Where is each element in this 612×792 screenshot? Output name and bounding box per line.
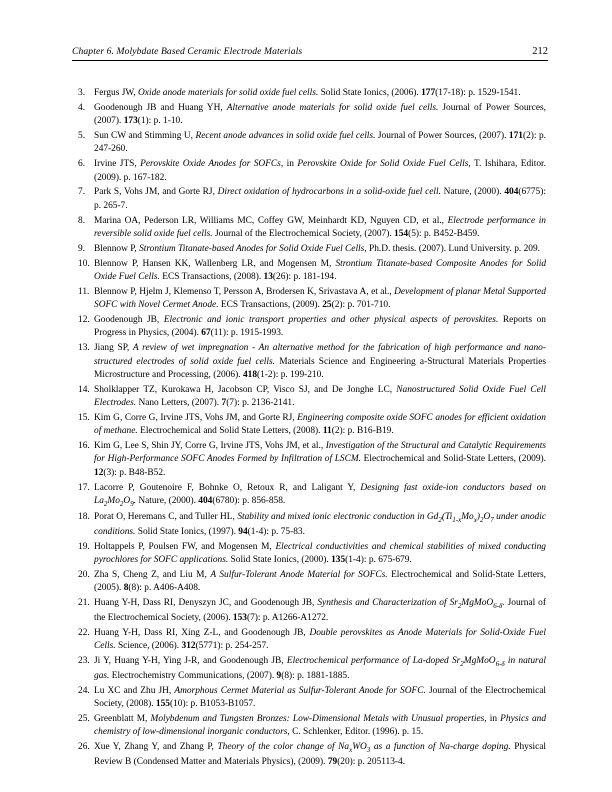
reference-item <box>72 186 548 213</box>
reference-number: 21. <box>78 598 90 609</box>
reference-item <box>72 215 548 242</box>
reference-item <box>72 440 548 480</box>
reference-text: Sholklapper TZ, Kurokawa H, Jacobson CP, Visco SJ, and De Jonghe LC, Nanostructured Solid Oxide Fuel Cell Electrodes. Nano Letters, (2007). 7(7): p. 2136-2141. <box>94 384 546 409</box>
reference-item <box>72 482 548 510</box>
reference-text: Greenblatt M, Molybdenum and Tungsten Bronzes: Low-Dimensional Metals with Unusual properties, in Physics and chemistry of low-dimensional inorganic conductors, C. Schlenker, Editor. (1996). p. 15. <box>94 714 547 738</box>
reference-text: Huang Y-H, Dass RI, Denyszyn JC, and Goodenough JB, Synthesis and Characterization of $Sr_2MgMoO_{6-\delta}$. Journal of the Electrochemical Society, (2006). 153(7): p. A1266-A1272. <box>94 598 546 624</box>
reference-text: Kim G, Lee S, Shin JY, Corre G, Irvine JTS, Vohs JM, et al., Investigation of the Structural and Catalytic Requirements for High-Performance SOFC Anodes Formed by Infiltration of LSCM. Electrochemical and Solid-State Letters, (2009). 12(3): p. B48-B52. <box>94 441 546 478</box>
reference-item <box>72 342 548 382</box>
reference-number: 5. <box>78 131 86 142</box>
reference-number: 23. <box>78 656 90 667</box>
reference-number: 9. <box>78 243 86 254</box>
reference-item <box>72 685 548 712</box>
reference-item <box>72 130 548 157</box>
reference-number: 18. <box>78 512 90 523</box>
reference-number: 12. <box>78 315 90 325</box>
reference-number: 19. <box>78 541 90 552</box>
reference-item <box>72 258 548 285</box>
reference-number: 22. <box>78 627 90 638</box>
reference-text: Ji Y, Huang Y-H, Ying J-R, and Goodenough JB, Electrochemical performance of La-doped $Sr_2MgMoO_{6-\delta}$ in natural gas. Electrochemistry Communications, (2007). 9(8): p. 1881-1885. <box>94 656 546 681</box>
reference-number: 20. <box>78 570 90 581</box>
reference-number: 8. <box>78 215 86 226</box>
reference-item <box>72 541 548 568</box>
reference-number: 13. <box>78 343 90 354</box>
page-number: 212 <box>532 46 548 57</box>
reference-number: 25. <box>78 714 90 724</box>
reference-number: 7. <box>78 187 86 198</box>
reference-item <box>72 627 548 654</box>
reference-text: Fergus JW, Oxide anode materials for solid oxide fuel cells. Solid State Ionics, (2006). 177(17-18): p. 1529-1541. <box>94 88 521 98</box>
reference-text: Blennow P, Hjelm J, Klemenso T, Persson A, Brodersen K, Srivastava A, et al., Development of planar Metal Supported SOFC with Novel Cermet Anode. ECS Transactions, (2009). 25(2): p. 701-710. <box>94 286 546 311</box>
reference-item <box>72 243 548 256</box>
reference-text: Blennow P, Hansen KK, Wallenberg LR, and Mogensen M, Strontium Titanate-based Composite Anodes for Solid Oxide Fuel Cells. ECS Transactions, (2008). 13(26): p. 181-194. <box>94 258 547 282</box>
page-header <box>72 46 548 61</box>
reference-list <box>72 87 548 769</box>
reference-text: Porat O, Heremans C, and Tuller HL, Stability and mixed ionic electronic conduction in $Gd_2(Ti_{1-x}Mo_x)_2O_7$ under anodic conditions. Solid State Ionics, (1997). 94(1-4): p. 75-83. <box>94 512 547 538</box>
reference-item <box>72 384 548 411</box>
reference-number: 26. <box>78 742 90 753</box>
reference-number: 14. <box>78 384 90 395</box>
reference-number: 15. <box>78 412 90 423</box>
reference-text: Huang Y-H, Dass RI, Xing Z-L, and Goodenough JB, Double perovskites as Anode Materials for Solid-Oxide Fuel Cells. Science, (2006). 312(5771): p. 254-257. <box>94 627 546 652</box>
reference-item <box>72 412 548 439</box>
reference-text: Goodenough JB and Huang YH, Alternative anode materials for solid oxide fuel cells. Journal of Power Sources, (2007). 173(1): p. 1-10. <box>94 102 546 127</box>
reference-text: Marina OA, Pederson LR, Williams MC, Coffey GW, Meinhardt KD, Nguyen CD, et al., Electrode performance in reversible solid oxide fuel cells. Journal of the Electrochemical Society, (2007). 154(5): p. B452-B459. <box>94 215 546 239</box>
reference-text: Zha S, Cheng Z, and Liu M, A Sulfur-Tolerant Anode Material for SOFCs. Electrochemical and Solid-State Letters, (2005). 8(8): p. A406-A408. <box>94 570 546 594</box>
reference-text: Park S, Vohs JM, and Gorte RJ, Direct oxidation of hydrocarbons in a solid-oxide fuel cell. Nature, (2000). 404(6775): p. 265-7. <box>94 187 546 211</box>
reference-number: 11. <box>78 286 90 297</box>
reference-number: 10. <box>78 258 90 269</box>
reference-number: 17. <box>78 482 90 493</box>
reference-item <box>72 569 548 596</box>
reference-item <box>72 511 548 539</box>
reference-item <box>72 655 548 683</box>
reference-number: 16. <box>78 441 90 452</box>
reference-number: 24. <box>78 685 90 696</box>
reference-item <box>72 597 548 625</box>
reference-item <box>72 158 548 185</box>
reference-item <box>72 713 548 740</box>
reference-item <box>72 102 548 129</box>
reference-number: 4. <box>78 102 86 113</box>
reference-item <box>72 741 548 769</box>
reference-text: Blennow P, Strontium Titanate-based Anodes for Solid Oxide Fuel Cells, Ph.D. thesis. (2007). Lund University. p. 209. <box>94 243 540 254</box>
reference-text: Holtappels P, Poulsen FW, and Mogensen M, Electrical conductivities and chemical stabilities of mixed conducting pyrochlores for SOFC applications. Solid State Ionics, (2000). 135(1-4): p. 675-679. <box>94 541 546 566</box>
reference-text: Irvine JTS, Perovskite Oxide Anodes for SOFCs, in Perovskite Oxide for Solid Oxide Fuel Cells, T. Ishihara, Editor. (2009). p. 167-182. <box>94 159 546 183</box>
reference-text: Xue Y, Zhang Y, and Zhang P, Theory of the color change of $Na_xWO_3$ as a function of Na-charge doping. Physical Review B (Condensed Matter and Materials Physics), (2009). 79(20): p. 205113-4. <box>94 742 546 767</box>
reference-text: Jiang SP, A review of wet impregnation - An alternative method for the fabrication of high performance and nano-structured electrodes of solid oxide fuel cells. Materials Science and Engineering a-Structural Materials Properties Microstructure and Processing, (2006). 418(1-2): p. 199-210. <box>94 343 546 380</box>
chapter-title: Chapter 6. Molybdate Based Ceramic Electrode Materials <box>72 46 303 57</box>
reference-text: Sun CW and Stimming U, Recent anode advances in solid oxide fuel cells. Journal of Power Sources, (2007). 171(2): p. 247-260. <box>94 131 546 155</box>
reference-number: 6. <box>78 159 86 170</box>
reference-text: Kim G, Corre G, Irvine JTS, Vohs JM, and Gorte RJ, Engineering composite oxide SOFC anodes for efficient oxidation of methane. Electrochemical and Solid State Letters, (2008). 11(2): p. B16-B19. <box>94 412 546 437</box>
reference-item <box>72 87 548 100</box>
reference-text: Goodenough JB, Electronic and ionic transport properties and other physical aspects of perovskites. Reports on Progress in Physics, (2004). 67(11): p. 1915-1993. <box>94 315 546 339</box>
reference-item <box>72 314 548 341</box>
reference-number: 3. <box>78 88 86 98</box>
reference-text: Lacorre P, Goutenoire F, Bohnke O, Retoux R, and Laligant Y, Designing fast oxide-ion conductors based on $La_2Mo_2O_9$. Nature, (2000). 404(6780): p. 856-858. <box>94 482 546 508</box>
reference-text: Lu XC and Zhu JH, Amorphous Cermet Material as Sulfur-Tolerant Anode for SOFC. Journal of the Electrochemical Society, (2008). 155(10): p. B1053-B1057. <box>94 685 547 710</box>
reference-item <box>72 286 548 313</box>
